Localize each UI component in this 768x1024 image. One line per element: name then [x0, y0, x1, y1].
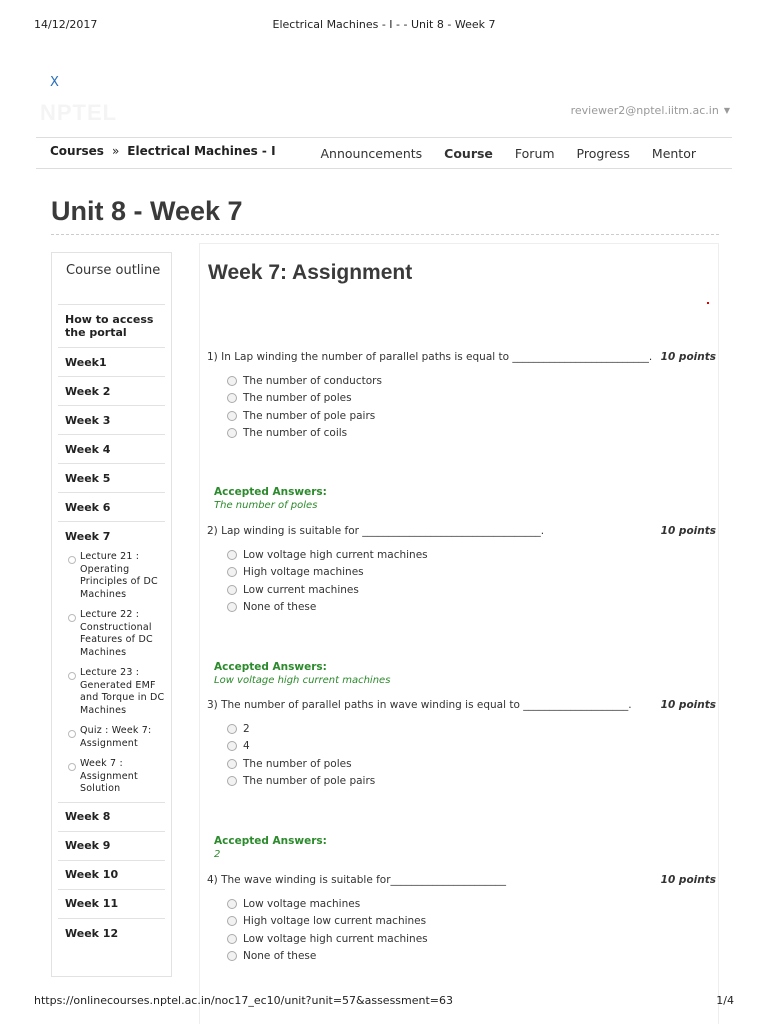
page-title: Unit 8 - Week 7 — [51, 196, 243, 226]
print-url: https://onlinecourses.nptel.ac.in/noc17_ec10/unit?unit=57&assessment=63 — [34, 994, 454, 1007]
course-topbar — [36, 137, 732, 169]
divider — [51, 234, 719, 235]
radio-button[interactable] — [227, 724, 237, 734]
answer-option[interactable] — [227, 720, 719, 738]
lesson-label: Week 7 : Assignment Solution — [80, 758, 138, 794]
option-label: Low voltage machines — [243, 897, 361, 910]
accepted-answer-value: The number of poles — [214, 500, 318, 511]
sidebar-item-week8[interactable]: Week 8 — [58, 803, 165, 832]
accepted-answers-label: Accepted Answers: — [214, 486, 327, 498]
lesson-item[interactable] — [68, 551, 165, 601]
radio-button[interactable] — [227, 585, 237, 595]
radio-button[interactable] — [227, 428, 237, 438]
sidebar-item-how-to-access[interactable]: How to access the portal — [58, 305, 165, 348]
user-email: reviewer2@nptel.iitm.ac.in — [570, 104, 719, 117]
radio-button[interactable] — [227, 934, 237, 944]
accepted-answers-label: Accepted Answers: — [214, 661, 327, 673]
course-outline-heading: Course outline — [58, 253, 165, 305]
option-label: The number of coils — [243, 427, 348, 440]
answer-option[interactable] — [227, 581, 719, 599]
option-label: The number of poles — [243, 757, 352, 770]
assignment-panel — [199, 243, 719, 1024]
option-label: The number of conductors — [243, 374, 382, 387]
breadcrumb — [50, 144, 276, 158]
question-text: 3) The number of parallel paths in wave winding is equal to ____________________. — [207, 699, 632, 711]
sidebar-item-week12[interactable]: Week 12 — [65, 926, 119, 940]
nav-course[interactable]: Course — [444, 146, 493, 161]
answer-option[interactable] — [227, 913, 719, 931]
accepted-answers — [214, 661, 614, 686]
lesson-item[interactable] — [68, 667, 165, 717]
option-label: The number of pole pairs — [243, 409, 376, 422]
answer-option[interactable] — [227, 564, 719, 582]
question-4 — [207, 874, 719, 965]
nav-progress[interactable]: Progress — [576, 146, 630, 161]
option-label: Low voltage high current machines — [243, 932, 428, 945]
answer-options — [227, 895, 719, 965]
breadcrumb-course[interactable]: Electrical Machines - I — [127, 144, 276, 158]
print-page-number: 1/4 — [716, 994, 734, 1007]
print-header — [0, 18, 768, 32]
nptel-logo[interactable]: NPTEL — [40, 100, 118, 125]
print-date: 14/12/2017 — [34, 18, 98, 31]
question-points: 10 points — [660, 351, 716, 363]
circle-icon — [68, 556, 76, 564]
close-icon[interactable]: X — [50, 75, 59, 90]
sidebar-item-week9[interactable]: Week 9 — [58, 832, 165, 861]
answer-option[interactable] — [227, 372, 719, 390]
radio-button[interactable] — [227, 759, 237, 769]
course-nav — [321, 146, 697, 161]
option-label: The number of pole pairs — [243, 775, 376, 788]
option-label: Low voltage high current machines — [243, 548, 428, 561]
required-marker — [707, 302, 709, 304]
answer-option[interactable] — [227, 546, 719, 564]
nav-forum[interactable]: Forum — [514, 146, 555, 161]
question-points: 10 points — [660, 874, 716, 886]
question-points: 10 points — [660, 525, 716, 537]
breadcrumb-courses[interactable]: Courses — [50, 144, 104, 158]
radio-button[interactable] — [227, 376, 237, 386]
answer-options — [227, 546, 719, 616]
answer-option[interactable] — [227, 738, 719, 756]
sidebar-item-week5[interactable]: Week 5 — [58, 464, 165, 493]
nav-mentor[interactable]: Mentor — [651, 146, 696, 161]
caret-down-icon: ▼ — [723, 106, 730, 115]
option-label: 2 — [243, 722, 250, 735]
option-label: None of these — [243, 601, 317, 614]
radio-button[interactable] — [227, 550, 237, 560]
accepted-answers-label: Accepted Answers: — [214, 835, 327, 847]
breadcrumb-separator: » — [111, 144, 120, 158]
answer-option[interactable] — [227, 390, 719, 408]
question-text: 2) Lap winding is suitable for __________________________________. — [207, 525, 545, 537]
question-3 — [207, 699, 719, 790]
accepted-answers — [214, 486, 614, 511]
radio-button[interactable] — [227, 602, 237, 612]
radio-button[interactable] — [227, 411, 237, 421]
radio-button[interactable] — [227, 776, 237, 786]
option-label: 4 — [243, 740, 250, 753]
accepted-answer-value: 2 — [214, 849, 221, 860]
sidebar-item-week10[interactable]: Week 10 — [58, 861, 165, 890]
answer-option[interactable] — [227, 895, 719, 913]
circle-icon — [68, 763, 76, 771]
radio-button[interactable] — [227, 951, 237, 961]
answer-option[interactable] — [227, 930, 719, 948]
lesson-label: Lecture 23 : Generated EMF and Torque in DC Machines — [80, 667, 165, 716]
radio-button[interactable] — [227, 741, 237, 751]
answer-options — [227, 372, 719, 442]
sidebar-item-week6[interactable]: Week 6 — [58, 493, 165, 522]
sidebar-item-week1[interactable]: Week1 — [58, 348, 165, 377]
course-outline-sidebar — [51, 252, 172, 977]
answer-option[interactable] — [227, 599, 719, 617]
lesson-item[interactable] — [68, 725, 165, 750]
sidebar-item-week11[interactable]: Week 11 — [58, 890, 165, 919]
radio-button[interactable] — [227, 899, 237, 909]
radio-button[interactable] — [227, 567, 237, 577]
answer-option[interactable] — [227, 948, 719, 966]
circle-icon — [68, 614, 76, 622]
answer-option[interactable] — [227, 425, 719, 443]
answer-option[interactable] — [227, 755, 719, 773]
radio-button[interactable] — [227, 916, 237, 926]
week7-lessons — [58, 551, 165, 803]
sidebar-item-week2[interactable]: Week 2 — [58, 377, 165, 406]
accepted-answers — [214, 835, 614, 860]
assignment-title: Week 7: Assignment — [208, 261, 413, 284]
print-title: Electrical Machines - I - - Unit 8 - Week 7 — [272, 18, 496, 31]
option-label: Low current machines — [243, 583, 359, 596]
question-text: 4) The wave winding is suitable for______________________ — [207, 874, 507, 886]
print-footer — [0, 994, 768, 1008]
lesson-label: Lecture 22 : Constructional Features of DC Machines — [80, 609, 153, 658]
answer-option[interactable] — [227, 407, 719, 425]
radio-button[interactable] — [227, 393, 237, 403]
option-label: The number of poles — [243, 392, 352, 405]
sidebar-item-week4[interactable]: Week 4 — [58, 435, 165, 464]
sidebar-item-week3[interactable]: Week 3 — [58, 406, 165, 435]
circle-icon — [68, 672, 76, 680]
sidebar-item-week7[interactable]: Week 7 — [65, 530, 111, 543]
circle-icon — [68, 730, 76, 738]
question-text: 1) In Lap winding the number of parallel paths is equal to __________________________. — [207, 351, 653, 363]
accepted-answer-value: Low voltage high current machines — [214, 675, 391, 686]
lesson-item[interactable] — [68, 609, 165, 659]
option-label: High voltage machines — [243, 566, 364, 579]
answer-option[interactable] — [227, 773, 719, 791]
lesson-label: Quiz : Week 7: Assignment — [80, 725, 152, 749]
question-2 — [207, 525, 719, 616]
nav-announcements[interactable]: Announcements — [320, 146, 423, 161]
lesson-item[interactable] — [68, 758, 165, 796]
answer-options — [227, 720, 719, 790]
option-label: High voltage low current machines — [243, 915, 427, 928]
option-label: None of these — [243, 950, 317, 963]
user-menu[interactable] — [571, 104, 730, 117]
lesson-label: Lecture 21 : Operating Principles of DC Machines — [80, 551, 158, 600]
question-1 — [207, 351, 719, 442]
question-points: 10 points — [660, 699, 716, 711]
